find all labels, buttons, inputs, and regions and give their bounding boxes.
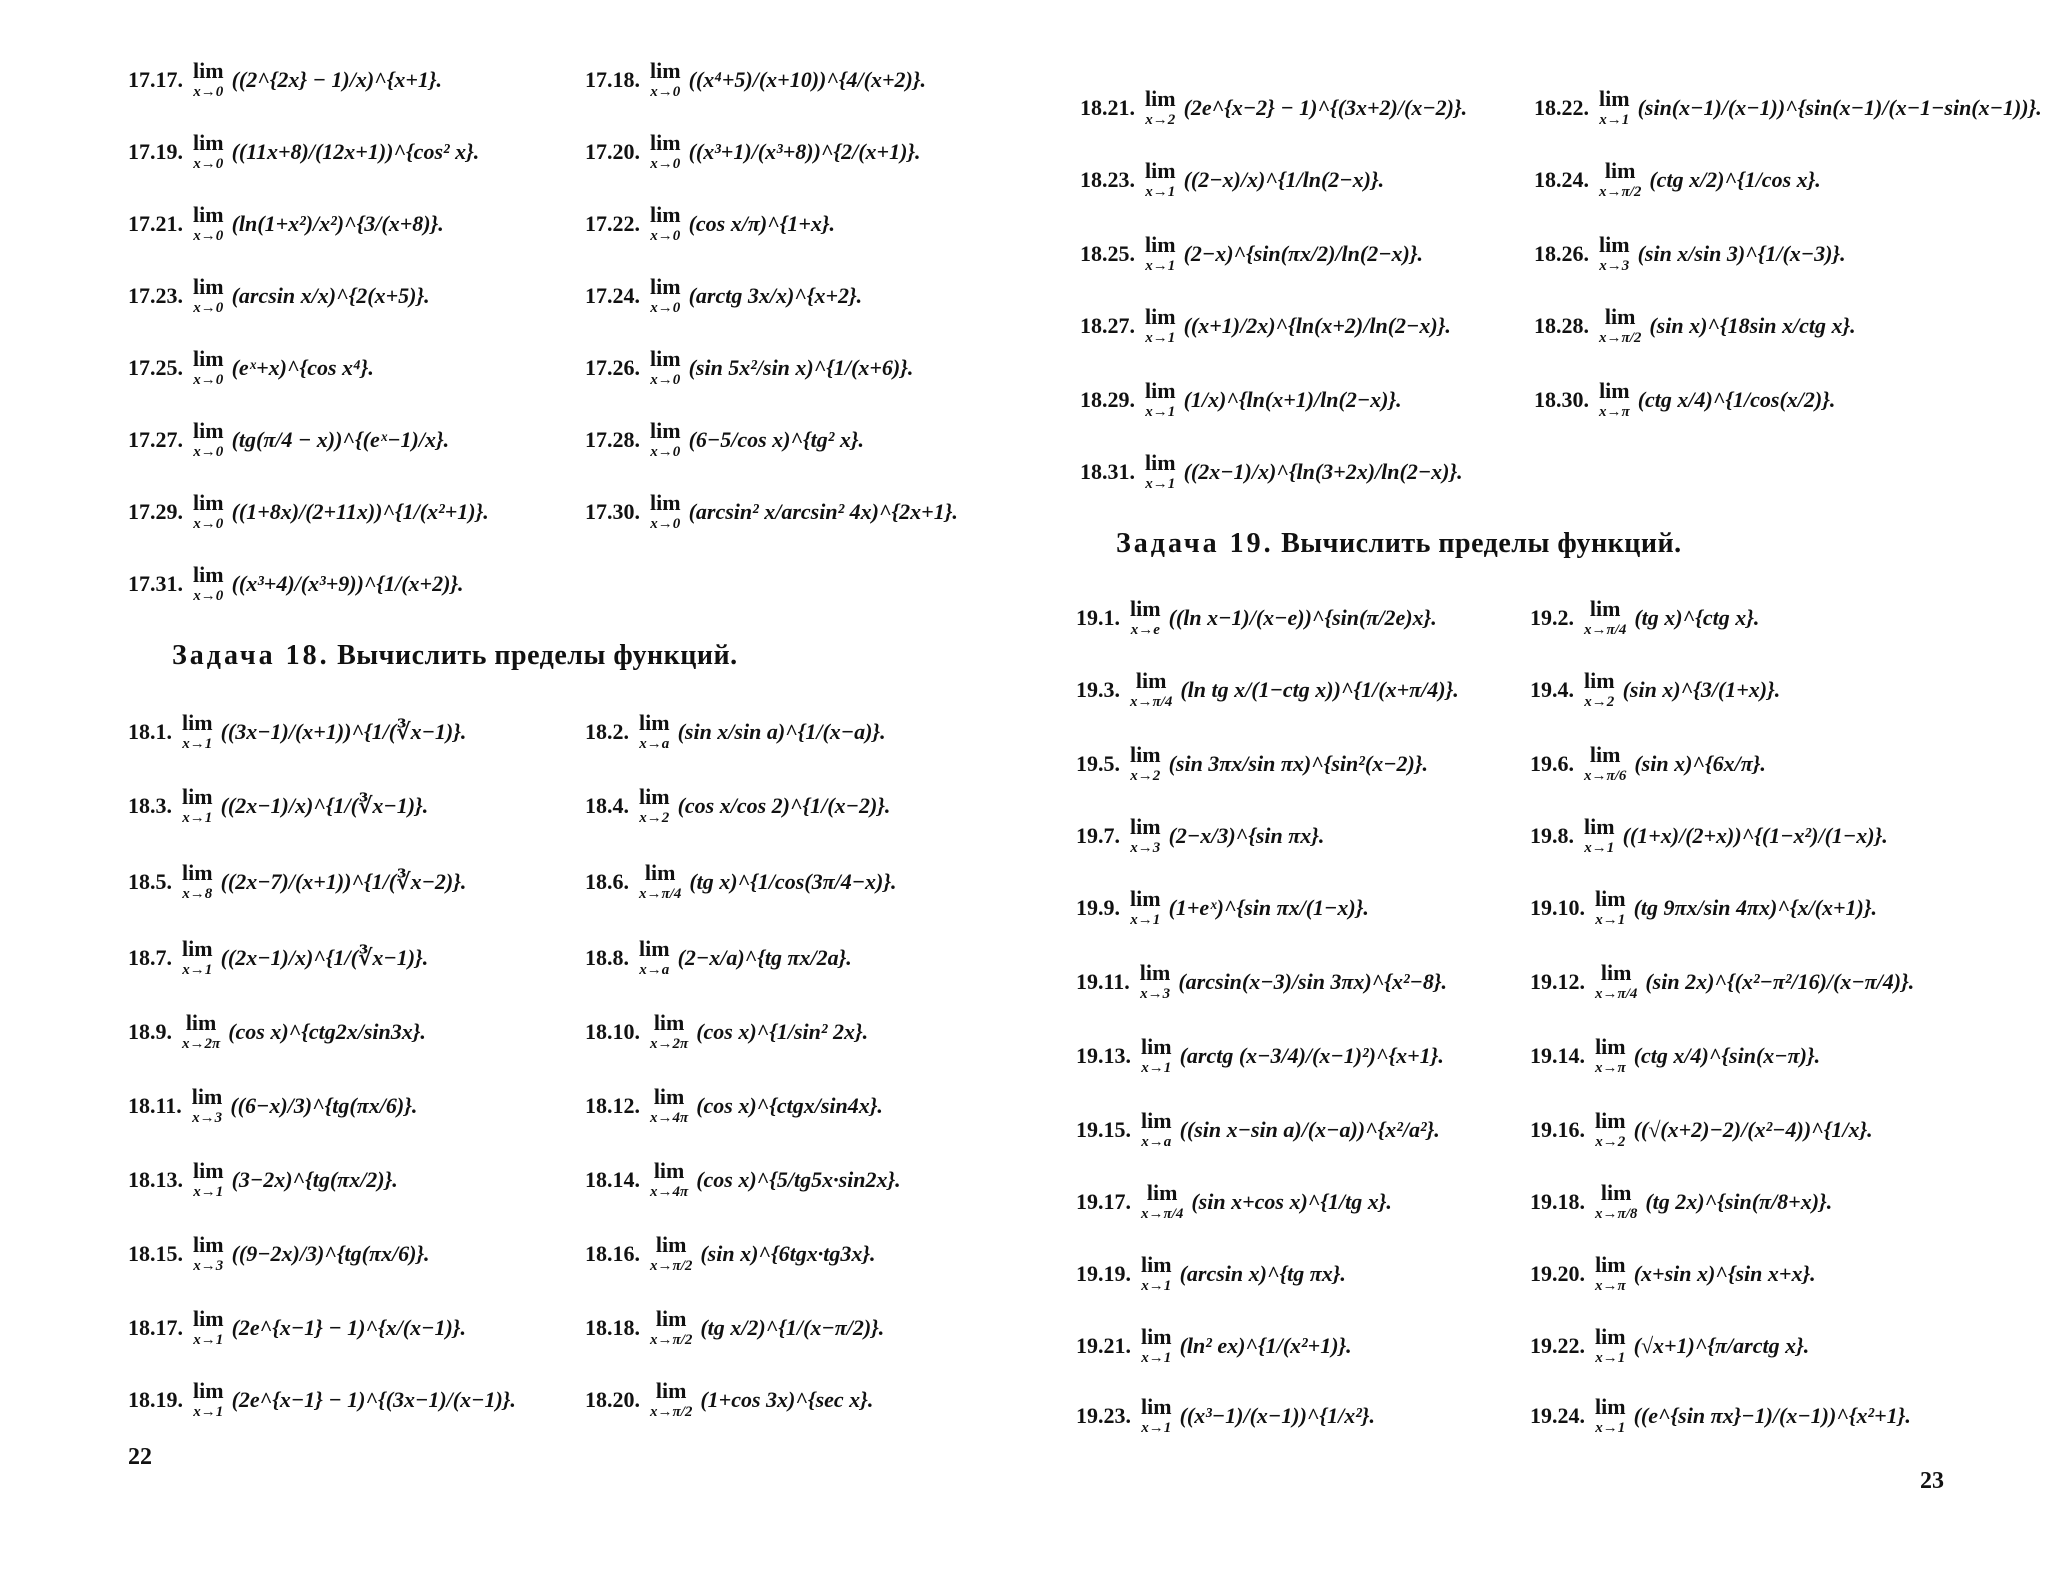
limit-operator: lim x→π/2 (650, 1306, 693, 1348)
limit-operator: lim x→8 (182, 860, 213, 902)
limit-operator: lim x→0 (193, 418, 224, 460)
problem-number: 18.23. (1080, 167, 1135, 192)
problem-19-9 (1076, 888, 1369, 928)
task-18-title: Вычислить пределы функций. (337, 640, 738, 671)
problem-number: 19.9. (1076, 895, 1120, 920)
limit-operator: lim x→1 (1595, 886, 1626, 928)
problem-number: 18.31. (1080, 459, 1135, 484)
problem-number: 18.8. (585, 945, 629, 970)
limit-operator: lim x→1 (193, 1378, 224, 1420)
problem-18-5 (128, 862, 466, 902)
expression: (sin x/sin a)^{1/(x−a)}. (677, 719, 886, 744)
limit-operator: lim x→1 (1595, 1324, 1626, 1366)
expression: (ln tg x/(1−ctg x))^{1/(x+π/4)}. (1180, 677, 1459, 702)
problem-18-1 (128, 712, 466, 752)
problem-19-20 (1530, 1254, 1816, 1294)
limit-operator: lim x→0 (193, 202, 224, 244)
expression: (arcsin(x−3)/sin 3πx)^{x²−8}. (1178, 969, 1448, 994)
limit-operator: lim x→2 (1595, 1108, 1626, 1150)
problem-17-21 (128, 204, 444, 244)
problem-19-8 (1530, 816, 1888, 856)
expression: (2e^{x−1} − 1)^{x/(x−1)}. (231, 1315, 466, 1340)
problem-17-28 (585, 420, 864, 460)
expression: ((2x−1)/x)^{ln(3+2x)/ln(2−x)}. (1183, 459, 1463, 484)
expression: ((2x−1)/x)^{1/(∛x−1)}. (220, 793, 429, 818)
expression: (sin(x−1)/(x−1))^{sin(x−1)/(x−1−sin(x−1))}. (1637, 95, 2042, 120)
problem-18-10 (585, 1012, 868, 1052)
problem-number: 18.19. (128, 1387, 183, 1412)
limit-operator: lim x→π/4 (639, 860, 682, 902)
limit-operator: lim x→1 (1595, 1394, 1626, 1436)
limit-operator: lim x→a (1141, 1108, 1172, 1150)
limit-operator: lim x→1 (182, 936, 213, 978)
problem-number: 17.30. (585, 499, 640, 524)
problem-number: 19.7. (1076, 823, 1120, 848)
limit-operator: lim x→3 (1139, 960, 1171, 1002)
problem-19-7 (1076, 816, 1324, 856)
expression: (2e^{x−2} − 1)^{(3x+2)/(x−2)}. (1183, 95, 1468, 120)
problem-number: 18.1. (128, 719, 172, 744)
expression: (6−5/cos x)^{tg² x}. (688, 427, 865, 452)
problem-number: 17.31. (128, 571, 183, 596)
problem-19-4 (1530, 670, 1780, 710)
expression: (tg x)^{1/cos(3π/4−x)}. (689, 869, 897, 894)
problem-number: 19.10. (1530, 895, 1585, 920)
problem-19-1 (1076, 598, 1437, 638)
limit-operator: lim x→π/2 (1599, 158, 1642, 200)
expression: (sin x+cos x)^{1/tg x}. (1191, 1189, 1392, 1214)
problem-number: 18.6. (585, 869, 629, 894)
limit-operator: lim x→π/2 (650, 1378, 693, 1420)
limit-operator: lim x→2 (1145, 86, 1176, 128)
problem-18-15 (128, 1234, 430, 1274)
problem-number: 18.3. (128, 793, 172, 818)
problem-number: 18.30. (1534, 387, 1589, 412)
problem-18-16 (585, 1234, 876, 1274)
expression: (cos x)^{5/tg5x·sin2x}. (696, 1167, 901, 1192)
problem-number: 19.21. (1076, 1333, 1131, 1358)
problem-18-31 (1080, 452, 1463, 492)
expression: ((ln x−1)/(x−e))^{sin(π/2e)x}. (1168, 605, 1437, 630)
task-18-label: Задача 18. (172, 640, 330, 671)
problem-19-15 (1076, 1110, 1440, 1150)
problem-19-21 (1076, 1326, 1352, 1366)
problem-18-28 (1534, 306, 1856, 346)
problem-19-12 (1530, 962, 1914, 1002)
limit-operator: lim x→2 (1584, 668, 1615, 710)
limit-operator: lim x→1 (1599, 86, 1630, 128)
limit-operator: lim x→1 (1145, 158, 1176, 200)
problem-number: 18.10. (585, 1019, 640, 1044)
limit-operator: lim x→π (1599, 378, 1630, 420)
limit-operator: lim x→0 (650, 490, 681, 532)
problem-number: 17.24. (585, 283, 640, 308)
problem-17-26 (585, 348, 913, 388)
limit-operator: lim x→a (639, 936, 670, 978)
problem-18-2 (585, 712, 886, 752)
problem-number: 17.18. (585, 67, 640, 92)
problem-number: 18.14. (585, 1167, 640, 1192)
task-19-heading (1116, 528, 1682, 560)
problem-18-6 (585, 862, 897, 902)
expression: ((2x−7)/(x+1))^{1/(∛x−2)}. (220, 869, 467, 894)
problem-19-3 (1076, 670, 1459, 710)
limit-operator: lim x→3 (1130, 814, 1161, 856)
problem-18-26 (1534, 234, 1846, 274)
problem-number: 19.15. (1076, 1117, 1131, 1142)
limit-operator: lim x→0 (650, 130, 681, 172)
problem-17-31 (128, 564, 464, 604)
expression: ((9−2x)/3)^{tg(πx/6)}. (231, 1241, 430, 1266)
limit-operator: lim x→0 (650, 346, 681, 388)
problem-19-10 (1530, 888, 1877, 928)
problem-number: 19.24. (1530, 1403, 1585, 1428)
expression: ((x⁴+5)/(x+10))^{4/(x+2)}. (688, 67, 927, 92)
problem-number: 18.27. (1080, 313, 1135, 338)
limit-operator: lim x→1 (1145, 232, 1176, 274)
expression: (sin x)^{18sin x/ctg x}. (1649, 313, 1856, 338)
problem-19-13 (1076, 1036, 1444, 1076)
expression: (tg 2x)^{sin(π/8+x)}. (1645, 1189, 1833, 1214)
limit-operator: lim x→0 (193, 562, 224, 604)
problem-18-14 (585, 1160, 901, 1200)
problem-18-22 (1534, 88, 2042, 128)
expression: (x+sin x)^{sin x+x}. (1633, 1261, 1816, 1286)
limit-operator: lim x→π/4 (1595, 960, 1638, 1002)
limit-operator: lim x→2π (650, 1010, 689, 1052)
problem-number: 17.26. (585, 355, 640, 380)
problem-number: 18.28. (1534, 313, 1589, 338)
expression: (cos x/cos 2)^{1/(x−2)}. (677, 793, 891, 818)
problem-17-20 (585, 132, 921, 172)
problem-number: 18.7. (128, 945, 172, 970)
limit-operator: lim x→π/2 (650, 1232, 693, 1274)
expression: (ctg x/2)^{1/cos x}. (1649, 167, 1821, 192)
problem-number: 17.23. (128, 283, 183, 308)
problem-number: 17.27. (128, 427, 183, 452)
problem-number: 18.16. (585, 1241, 640, 1266)
problem-number: 18.4. (585, 793, 629, 818)
task-18-heading (172, 640, 738, 672)
task-19-label: Задача 19. (1116, 528, 1274, 559)
problem-number: 18.25. (1080, 241, 1135, 266)
limit-operator: lim x→π/4 (1141, 1180, 1184, 1222)
problem-19-23 (1076, 1396, 1375, 1436)
expression: (arcsin x)^{tg πx}. (1179, 1261, 1346, 1286)
expression: ((sin x−sin a)/(x−a))^{x²/a²}. (1179, 1117, 1440, 1142)
expression: (cos x)^{1/sin² 2x}. (696, 1019, 869, 1044)
problem-number: 17.25. (128, 355, 183, 380)
problem-19-11 (1076, 962, 1447, 1002)
problem-19-14 (1530, 1036, 1820, 1076)
problem-number: 17.19. (128, 139, 183, 164)
limit-operator: lim x→a (639, 710, 670, 752)
expression: ((x³+4)/(x³+9))^{1/(x+2)}. (231, 571, 464, 596)
limit-operator: lim x→1 (1141, 1394, 1172, 1436)
problem-18-18 (585, 1308, 884, 1348)
problem-17-27 (128, 420, 449, 460)
expression: ((x³+1)/(x³+8))^{2/(x+1)}. (688, 139, 921, 164)
problem-18-8 (585, 938, 852, 978)
limit-operator: lim x→1 (1145, 304, 1176, 346)
expression: (3−2x)^{tg(πx/2)}. (231, 1167, 398, 1192)
problem-18-4 (585, 786, 890, 826)
problem-number: 18.22. (1534, 95, 1589, 120)
problem-18-21 (1080, 88, 1467, 128)
limit-operator: lim x→0 (650, 274, 681, 316)
expression: (sin 5x²/sin x)^{1/(x+6)}. (688, 355, 914, 380)
problem-number: 19.12. (1530, 969, 1585, 994)
expression: (sin x)^{6x/π}. (1634, 751, 1766, 776)
expression: (cos x)^{ctg2x/sin3x}. (228, 1019, 426, 1044)
expression: ((2−x)/x)^{1/ln(2−x)}. (1183, 167, 1385, 192)
expression: (tg 9πx/sin 4πx)^{x/(x+1)}. (1633, 895, 1878, 920)
problem-number: 19.5. (1076, 751, 1120, 776)
expression: ((1+8x)/(2+11x))^{1/(x²+1)}. (231, 499, 489, 524)
limit-operator: lim x→1 (1145, 450, 1176, 492)
expression: (arcsin² x/arcsin² 4x)^{2x+1}. (688, 499, 958, 524)
expression: (arctg (x−3/4)/(x−1)²)^{x+1}. (1179, 1043, 1444, 1068)
problem-18-13 (128, 1160, 398, 1200)
problem-18-30 (1534, 380, 1835, 420)
problem-17-30 (585, 492, 958, 532)
expression: (sin x)^{6tgx·tg3x}. (700, 1241, 876, 1266)
expression: ((3x−1)/(x+1))^{1/(∛x−1)}. (220, 719, 467, 744)
problem-19-16 (1530, 1110, 1873, 1150)
limit-operator: lim x→0 (193, 130, 224, 172)
problem-number: 19.17. (1076, 1189, 1131, 1214)
limit-operator: lim x→1 (182, 784, 213, 826)
problem-number: 19.19. (1076, 1261, 1131, 1286)
expression: (sin x)^{3/(1+x)}. (1622, 677, 1781, 702)
problem-17-29 (128, 492, 489, 532)
page-number-left: 22 (128, 1444, 152, 1470)
expression: (2e^{x−1} − 1)^{(3x−1)/(x−1)}. (231, 1387, 516, 1412)
limit-operator: lim x→2 (639, 784, 670, 826)
problem-number: 19.16. (1530, 1117, 1585, 1142)
problem-number: 17.29. (128, 499, 183, 524)
problem-number: 18.11. (128, 1093, 182, 1118)
problem-number: 18.21. (1080, 95, 1135, 120)
limit-operator: lim x→0 (193, 346, 224, 388)
problem-number: 17.17. (128, 67, 183, 92)
expression: ((1+x)/(2+x))^{(1−x²)/(1−x)}. (1622, 823, 1888, 848)
problem-number: 18.2. (585, 719, 629, 744)
limit-operator: lim x→π/6 (1584, 742, 1627, 784)
limit-operator: lim x→3 (1599, 232, 1630, 274)
limit-operator: lim x→0 (193, 274, 224, 316)
problem-18-29 (1080, 380, 1402, 420)
problem-number: 19.3. (1076, 677, 1120, 702)
problem-18-24 (1534, 160, 1821, 200)
problem-number: 19.23. (1076, 1403, 1131, 1428)
task-19-title: Вычислить пределы функций. (1281, 528, 1682, 559)
problem-number: 18.17. (128, 1315, 183, 1340)
limit-operator: lim x→2π (182, 1010, 221, 1052)
problem-18-27 (1080, 306, 1451, 346)
problem-number: 19.6. (1530, 751, 1574, 776)
problem-number: 19.13. (1076, 1043, 1131, 1068)
problem-18-23 (1080, 160, 1384, 200)
problem-number: 18.20. (585, 1387, 640, 1412)
limit-operator: lim x→1 (193, 1158, 224, 1200)
problem-19-18 (1530, 1182, 1832, 1222)
limit-operator: lim x→4π (650, 1158, 689, 1200)
expression: (tg(π/4 − x))^{(eˣ−1)/x}. (231, 427, 450, 452)
problem-18-17 (128, 1308, 466, 1348)
problem-18-11 (128, 1086, 417, 1126)
problem-17-22 (585, 204, 835, 244)
limit-operator: lim x→1 (182, 710, 213, 752)
problem-19-24 (1530, 1396, 1911, 1436)
problem-17-23 (128, 276, 430, 316)
limit-operator: lim x→0 (650, 202, 681, 244)
expression: (tg x/2)^{1/(x−π/2)}. (700, 1315, 885, 1340)
problem-number: 17.21. (128, 211, 183, 236)
limit-operator: lim x→3 (191, 1084, 223, 1126)
problem-19-19 (1076, 1254, 1346, 1294)
expression: (2−x)^{sin(πx/2)/ln(2−x)}. (1183, 241, 1424, 266)
limit-operator: lim x→1 (1145, 378, 1176, 420)
limit-operator: lim x→π (1595, 1252, 1626, 1294)
limit-operator: lim x→1 (1130, 886, 1161, 928)
expression: ((2x−1)/x)^{1/(∛x−1)}. (220, 945, 429, 970)
expression: (ctg x/4)^{sin(x−π)}. (1633, 1043, 1821, 1068)
problem-number: 19.4. (1530, 677, 1574, 702)
limit-operator: lim x→1 (1141, 1324, 1172, 1366)
limit-operator: lim x→2 (1130, 742, 1161, 784)
problem-number: 19.14. (1530, 1043, 1585, 1068)
expression: (1/x)^{ln(x+1)/ln(2−x)}. (1183, 387, 1402, 412)
problem-17-24 (585, 276, 862, 316)
expression: (2−x/a)^{tg πx/2a}. (677, 945, 852, 970)
problem-number: 19.8. (1530, 823, 1574, 848)
expression: (ln² ex)^{1/(x²+1)}. (1179, 1333, 1352, 1358)
expression: ((11x+8)/(12x+1))^{cos² x}. (231, 139, 480, 164)
problem-number: 18.15. (128, 1241, 183, 1266)
limit-operator: lim x→3 (193, 1232, 224, 1274)
problem-number: 18.13. (128, 1167, 183, 1192)
expression: (tg x)^{ctg x}. (1634, 605, 1760, 630)
expression: (ln(1+x²)/x²)^{3/(x+8)}. (231, 211, 444, 236)
problem-18-19 (128, 1380, 516, 1420)
limit-operator: lim x→0 (650, 58, 681, 100)
problem-number: 18.26. (1534, 241, 1589, 266)
problem-number: 18.24. (1534, 167, 1589, 192)
expression: (ctg x/4)^{1/cos(x/2)}. (1637, 387, 1836, 412)
problem-number: 18.18. (585, 1315, 640, 1340)
limit-operator: lim x→4π (650, 1084, 689, 1126)
limit-operator: lim x→1 (1584, 814, 1615, 856)
expression: (sin 3πx/sin πx)^{sin²(x−2)}. (1168, 751, 1429, 776)
problem-number: 19.20. (1530, 1261, 1585, 1286)
problem-18-25 (1080, 234, 1423, 274)
expression: (√x+1)^{π/arctg x}. (1633, 1333, 1810, 1358)
expression: ((2^{2x} − 1)/x)^{x+1}. (231, 67, 443, 92)
expression: ((x³−1)/(x−1))^{1/x²}. (1179, 1403, 1375, 1428)
limit-operator: lim x→0 (193, 58, 224, 100)
expression: ((e^{sin πx}−1)/(x−1))^{x²+1}. (1633, 1403, 1911, 1428)
expression: (cos x/π)^{1+x}. (688, 211, 836, 236)
problem-18-3 (128, 786, 428, 826)
problem-number: 19.1. (1076, 605, 1120, 630)
problem-number: 19.18. (1530, 1189, 1585, 1214)
limit-operator: lim x→π/8 (1595, 1180, 1638, 1222)
problem-19-2 (1530, 598, 1759, 638)
limit-operator: lim x→π/4 (1584, 596, 1627, 638)
problem-18-9 (128, 1012, 426, 1052)
expression: (sin 2x)^{(x²−π²/16)/(x−π/4)}. (1645, 969, 1915, 994)
problem-18-20 (585, 1380, 873, 1420)
expression: (cos x)^{ctgx/sin4x}. (696, 1093, 883, 1118)
expression: (1+eˣ)^{sin πx/(1−x)}. (1168, 895, 1369, 920)
problem-17-19 (128, 132, 479, 172)
limit-operator: lim x→1 (1141, 1034, 1172, 1076)
expression: (arcsin x/x)^{2(x+5)}. (231, 283, 430, 308)
expression: (eˣ+x)^{cos x⁴}. (231, 355, 374, 380)
expression: (arctg 3x/x)^{x+2}. (688, 283, 863, 308)
problem-19-17 (1076, 1182, 1392, 1222)
problem-number: 17.22. (585, 211, 640, 236)
page-number-right: 23 (1920, 1468, 1944, 1494)
problem-18-12 (585, 1086, 883, 1126)
limit-operator: lim x→0 (193, 490, 224, 532)
problem-number: 18.9. (128, 1019, 172, 1044)
problem-19-5 (1076, 744, 1428, 784)
expression: ((x+1)/2x)^{ln(x+2)/ln(2−x)}. (1183, 313, 1451, 338)
problem-number: 18.29. (1080, 387, 1135, 412)
expression: (2−x/3)^{sin πx}. (1168, 823, 1325, 848)
limit-operator: lim x→π (1595, 1034, 1626, 1076)
problem-number: 19.11. (1076, 969, 1130, 994)
expression: (sin x/sin 3)^{1/(x−3)}. (1637, 241, 1846, 266)
expression: (1+cos 3x)^{sec x}. (700, 1387, 874, 1412)
limit-operator: lim x→π/4 (1130, 668, 1173, 710)
problem-number: 17.20. (585, 139, 640, 164)
problem-19-22 (1530, 1326, 1809, 1366)
limit-operator: lim x→1 (1141, 1252, 1172, 1294)
limit-operator: lim x→π/2 (1599, 304, 1642, 346)
limit-operator: lim x→1 (193, 1306, 224, 1348)
problem-17-17 (128, 60, 442, 100)
right-page (1036, 0, 2072, 1583)
problem-number: 19.2. (1530, 605, 1574, 630)
problem-number: 19.22. (1530, 1333, 1585, 1358)
problem-number: 18.12. (585, 1093, 640, 1118)
problem-19-6 (1530, 744, 1766, 784)
problem-17-25 (128, 348, 374, 388)
limit-operator: lim x→0 (650, 418, 681, 460)
expression: ((√(x+2)−2)/(x²−4))^{1/x}. (1633, 1117, 1873, 1142)
expression: ((6−x)/3)^{tg(πx/6)}. (230, 1093, 418, 1118)
problem-number: 18.5. (128, 869, 172, 894)
limit-operator: lim x→e (1130, 596, 1161, 638)
problem-18-7 (128, 938, 428, 978)
problem-number: 17.28. (585, 427, 640, 452)
problem-17-18 (585, 60, 926, 100)
